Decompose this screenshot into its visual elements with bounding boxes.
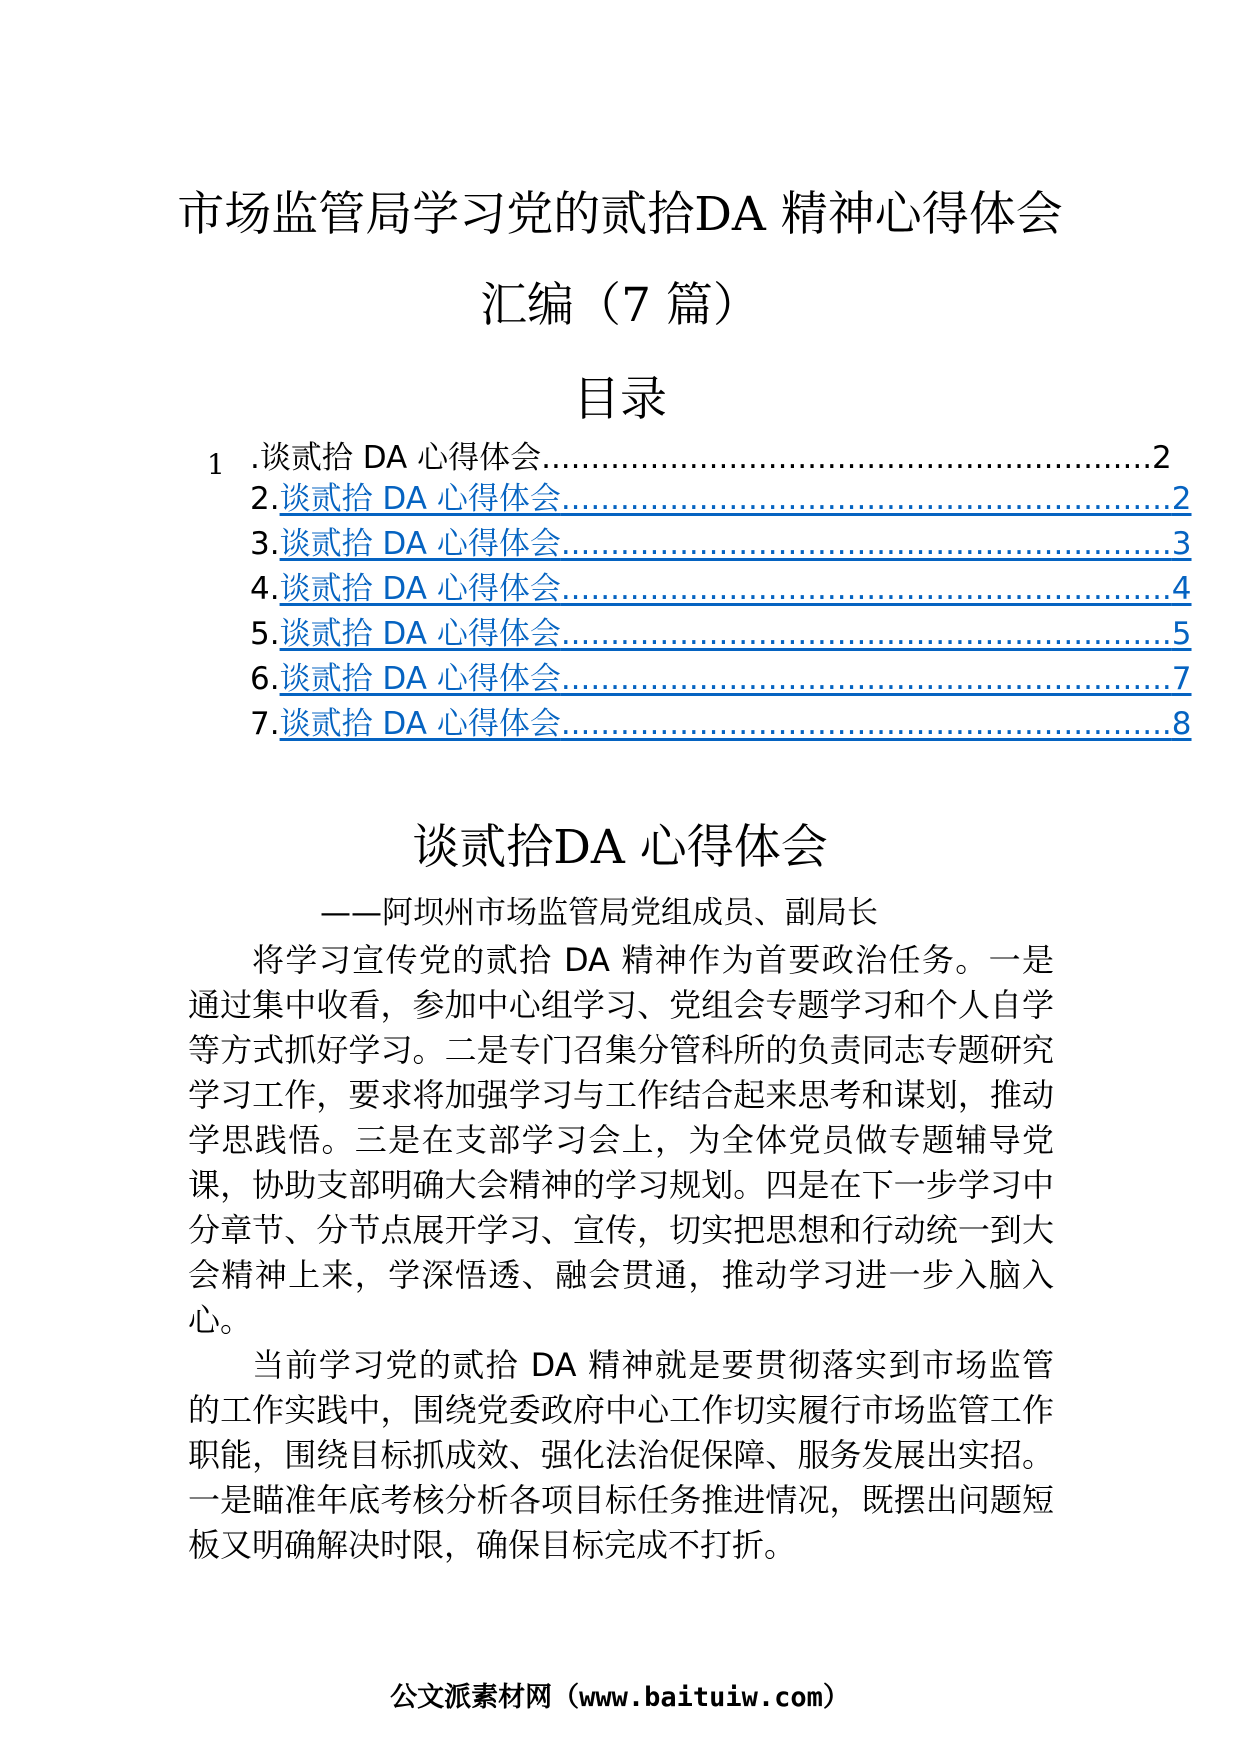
toc-item-1[interactable] [250, 434, 1172, 478]
toc-page-number: 7 [1171, 661, 1192, 697]
document-title-line-2 [0, 276, 1240, 336]
toc-dot-leader: .............................................................. [560, 706, 1172, 742]
title-text: DA [694, 187, 766, 242]
toc-item-label: 谈贰拾 DA 心得体会 [279, 616, 561, 652]
title-text: 市场监管局学习党的贰拾 [177, 187, 695, 242]
toc-item-number: 5. [250, 616, 280, 652]
toc-item-6[interactable] [250, 655, 1192, 699]
title-text: 篇） [650, 278, 760, 333]
title-text: 汇编（ [480, 278, 622, 333]
section-title [0, 818, 1240, 878]
title-text: 精神心得体会 [765, 187, 1063, 242]
toc-item-link[interactable] [279, 704, 1192, 744]
section-title-text: DA [553, 820, 625, 875]
toc-heading: 目录 [573, 372, 667, 427]
toc-item-number: 7. [250, 706, 280, 742]
toc-item-entry[interactable] [250, 438, 1172, 478]
toc-item-link[interactable] [279, 659, 1192, 699]
toc-item-3[interactable] [250, 520, 1192, 564]
toc-page-number: 3 [1171, 526, 1192, 562]
page-footer: 公文派素材网（www.baituiw.com） [390, 1682, 850, 1713]
toc-item-number: 3. [250, 526, 280, 562]
toc-item-2[interactable] [250, 475, 1192, 519]
section-subtitle: ——阿坝州市场监管局党组成员、副局长 [320, 895, 878, 931]
toc-item-4[interactable] [250, 565, 1192, 609]
toc-item-label: 谈贰拾 DA 心得体会 [279, 526, 561, 562]
toc-item-label: 谈贰拾 DA 心得体会 [279, 706, 561, 742]
toc-item-number: 2. [250, 481, 280, 517]
toc-dot-leader: .............................................................. [560, 616, 1172, 652]
toc-item-label: 谈贰拾 DA 心得体会 [279, 661, 561, 697]
body-paragraph: 当前学习党的贰拾 DA 精神就是要贯彻落实到市场监管的工作实践中，围绕党委政府中心工作切实履行市场监管工作职能，围绕目标抓成效、强化法治促保障、服务发展出实招。一是瞄准年底考核分析各项目标任务推进情况，既摆出问题短板又明确解决时限，确保目标完成不打折。 [188, 1346, 1054, 1564]
toc-page-number: 5 [1171, 616, 1192, 652]
toc-item-label: 谈贰拾 DA 心得体会 [279, 571, 561, 607]
toc-item-label: .谈贰拾 DA 心得体会 [250, 440, 542, 476]
section-title-text: 心得体会 [624, 820, 828, 875]
toc-dot-leader: .............................................................. [560, 526, 1172, 562]
document-title-line-1 [0, 185, 1240, 245]
toc-dot-leader: .............................................................. [560, 661, 1172, 697]
toc-item-link[interactable] [279, 614, 1192, 654]
toc-item-link[interactable] [279, 479, 1192, 519]
toc-item-number: 6. [250, 661, 280, 697]
title-text: 7 [621, 278, 651, 333]
toc-item-link[interactable] [279, 524, 1192, 564]
toc-dot-leader: .............................................................. [560, 571, 1172, 607]
toc-dot-leader: .............................................................. [541, 440, 1153, 476]
toc-item-label: 谈贰拾 DA 心得体会 [279, 481, 561, 517]
toc-page-number: 2 [1152, 440, 1172, 476]
toc-item-link[interactable] [279, 569, 1192, 609]
toc-page-number: 8 [1171, 706, 1192, 742]
toc-orphan-number: 1 [207, 448, 225, 481]
toc-item-5[interactable] [250, 610, 1192, 654]
toc-item-number: 4. [250, 571, 280, 607]
toc-item-7[interactable] [250, 700, 1192, 744]
section-title-text: 谈贰拾 [412, 820, 554, 875]
toc-page-number: 2 [1171, 481, 1192, 517]
toc-page-number: 4 [1171, 571, 1192, 607]
toc-dot-leader: .............................................................. [560, 481, 1172, 517]
body-paragraph: 将学习宣传党的贰拾 DA 精神作为首要政治任务。一是通过集中收看，参加中心组学习、党组会专题学习和个人自学等方式抓好学习。二是专门召集分管科所的负责同志专题研究学习工作，要求将加强学习与工作结合起来思考和谋划，推动学思践悟。三是在支部学习会上，为全体党员做专题辅导党课，协助支部明确大会精神的学习规划。四是在下一步学习中分章节、分节点展开学习、宣传，切实把思想和行动统一到大会精神上来，学深悟透、融会贯通，推动学习进一步入脑入心。 [188, 941, 1054, 1339]
